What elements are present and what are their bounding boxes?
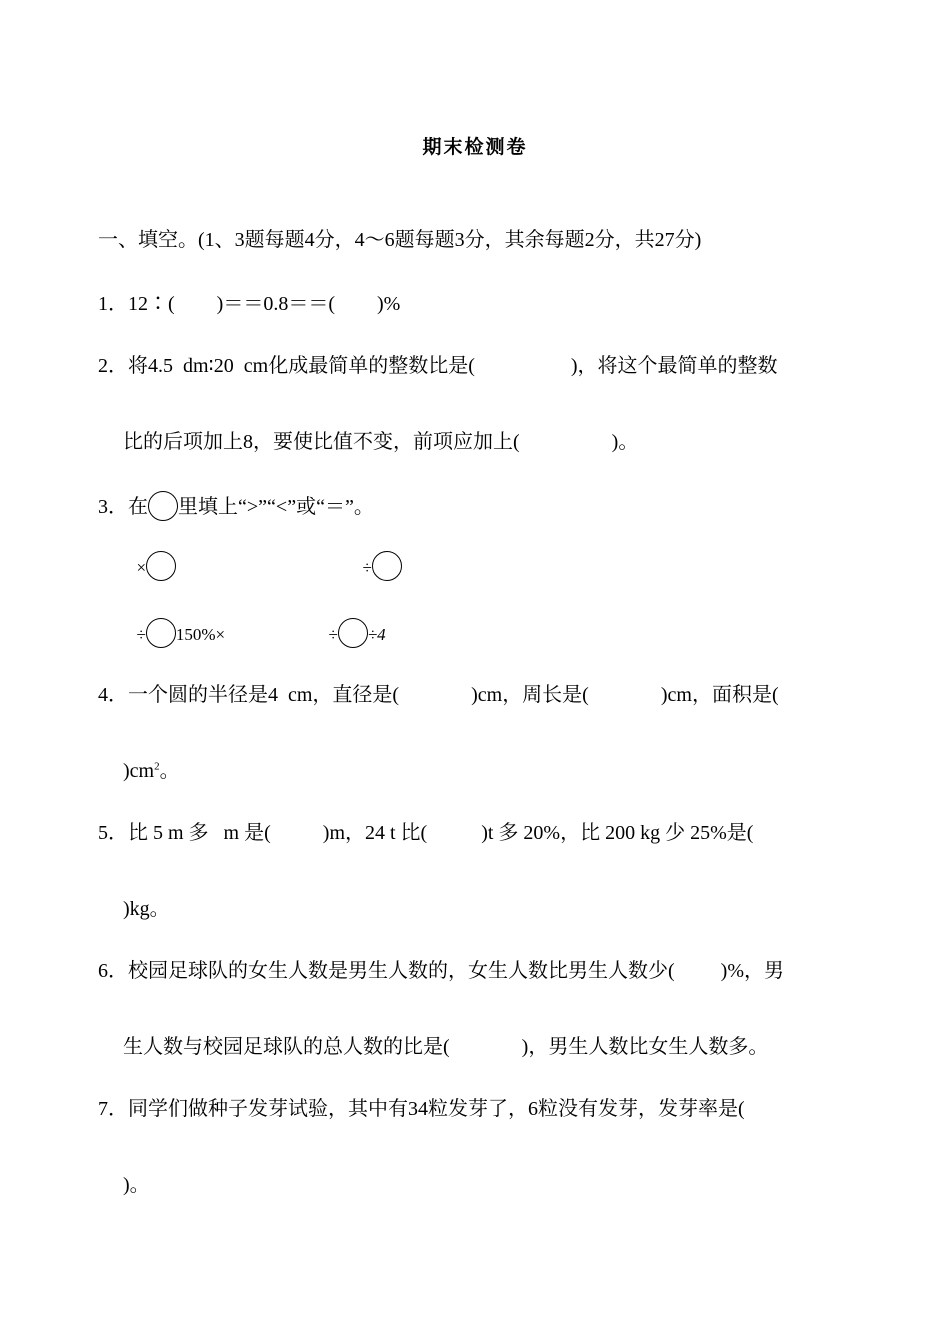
question-3-row-2-right [320,594,386,648]
operator: ÷ [362,558,372,577]
operand: ÷4 [367,625,386,644]
operand: 150%× [175,625,226,644]
question-1-text-c: )% [377,293,401,315]
section-heading [88,204,701,252]
question-5-number: 5． [98,822,128,844]
question-3-row-1-right [354,527,402,581]
question-4-number: 4． [98,684,128,706]
operator: ÷ [136,625,146,644]
question-1-text-a: 12∶( [128,293,175,315]
question-1 [88,268,400,316]
operator: ÷ [328,625,338,644]
superscript: 2 [154,760,160,773]
question-5-line-1-a: 比 5 m 多 m 是( [128,822,271,844]
question-5-line-1 [88,797,753,845]
question-4-line-1-c: )cm，面积是( [660,684,779,706]
question-3-row-1-left [128,527,176,581]
question-6-line-2-a: 生人数与校园足球队的总人数的比是( [123,1036,450,1058]
question-1-text-b: )＝＝0.8＝＝( [216,293,335,315]
question-3-text-a: 在 [128,496,148,518]
question-5-line-1-b: )m，24 t 比( [322,822,428,844]
question-4-line-1-a: 一个圆的半径是4 cm，直径是( [128,684,400,706]
question-5-line-2: )kg。 [123,898,170,920]
operator: × [136,558,147,577]
question-4-line-2-a: )cm [123,760,155,782]
question-4-line-1-b: )cm，周长是( [471,684,589,706]
question-5-line-1-c: )t 多 20%，比 200 kg 少 25%是( [481,822,754,844]
question-3 [88,467,374,521]
question-4-line-2-b: 。 [159,760,180,782]
question-7-line-1 [88,1073,745,1121]
question-2-number: 2． [98,355,128,377]
question-6-line-1-b: )%，男 [720,960,784,982]
page-title: 期末检测卷 [422,136,528,158]
question-4-line-2 [113,735,180,783]
comparison-circle-icon[interactable] [372,551,402,581]
question-7-line-2 [113,1149,150,1197]
comparison-circle-icon [148,491,178,521]
question-6-line-2-b: )，男生人数比女生人数多。 [521,1036,769,1058]
question-6-number: 6． [98,960,128,982]
question-2-line-1-a: 将4.5 dm∶20 cm化成最简单的整数比是( [128,355,475,377]
question-6-line-1-a: 校园足球队的女生人数是男生人数的，女生人数比男生人数少( [128,960,675,982]
question-2-line-2-a: 比的后项加上8，要使比值不变，前项应加上( [123,431,520,453]
question-7-line-1: 同学们做种子发芽试验，其中有34粒发芽了，6粒没有发芽，发芽率是( [128,1098,745,1120]
question-3-number: 3． [98,496,128,518]
question-6-line-1 [88,935,784,983]
question-3-row-2-left [128,594,225,648]
question-2-line-1-b: )，将这个最简单的整数 [570,355,778,377]
question-5-line-2 [113,873,170,921]
question-4-line-1 [88,659,779,707]
comparison-circle-icon[interactable] [338,618,368,648]
comparison-circle-icon[interactable] [146,551,176,581]
question-2-line-2-b: )。 [611,431,639,453]
question-7-line-2: )。 [123,1174,150,1196]
section-heading-text: 一、填空。(1、3题每题4分，4～6题每题3分，其余每题2分，共27分) [98,229,702,251]
question-2-line-2 [113,406,638,454]
comparison-circle-icon[interactable] [146,618,176,648]
question-6-line-2 [113,1011,768,1059]
question-3-text-b: 里填上“>”“<”或“＝”。 [178,496,374,518]
question-1-number: 1． [98,293,128,315]
question-7-number: 7． [98,1098,128,1120]
question-2-line-1 [88,330,778,378]
